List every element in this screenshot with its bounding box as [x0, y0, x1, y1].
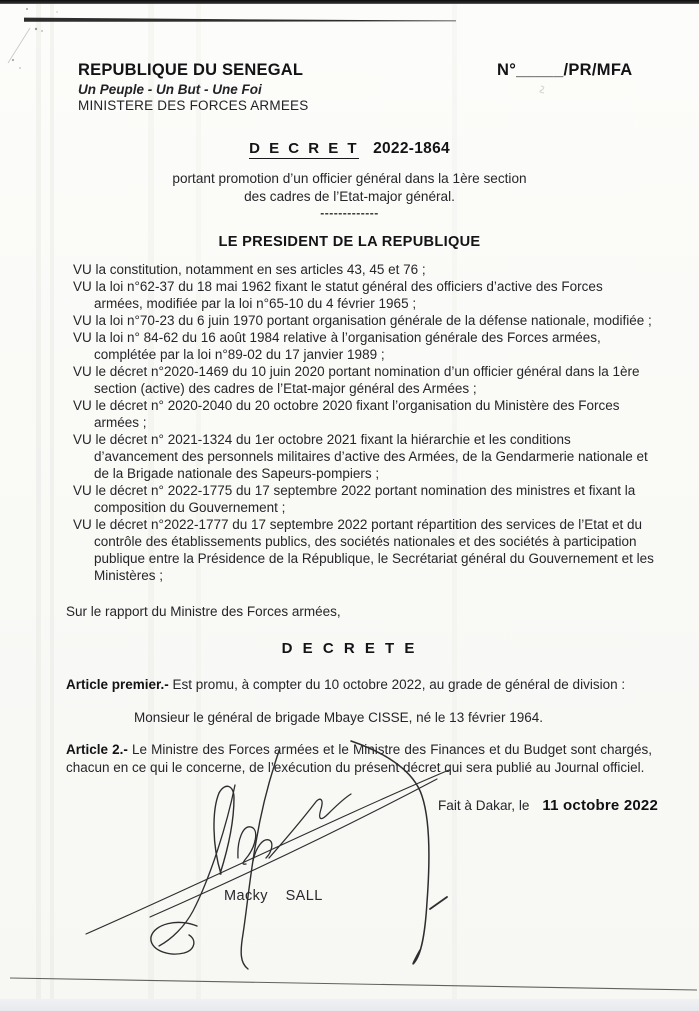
decree-word: D E C R E T [249, 140, 360, 157]
decree-subject-line1: portant promotion d’un officier général dans la 1ère section [172, 171, 527, 186]
visa-item: VU le décret n° 2020-2040 du 20 octobre 2020 fixant l’organisation du Ministère des Forces armées ; [73, 398, 620, 430]
decree-number: 2022-1864 [373, 140, 450, 157]
republic-title: REPUBLIQUE DU SENEGAL [78, 61, 304, 79]
scan-line-artifact [24, 18, 456, 22]
article-1-label: Article premier.- [66, 677, 169, 692]
motto: Un Peuple - Un But - Une Foi [78, 82, 262, 97]
visa-item: VU la loi n°62-37 du 18 mai 1962 fixant le statut général des officiers d’active des Forces armées, modifiée par la loi n°65-10 du 4 février 1965 ; [73, 279, 603, 311]
decree-subject-line2: des cadres de l’Etat-major général. [244, 188, 455, 204]
scratch-artifact [8, 28, 30, 63]
reference-number: N°_____/PR/MFA [497, 61, 633, 79]
place-date-line [438, 797, 658, 814]
signer-name: Macky SALL [224, 888, 323, 904]
decrete-heading: D E C R E T E [281, 640, 418, 657]
authority-heading: LE PRESIDENT DE LA REPUBLIQUE [218, 234, 481, 250]
decree-subject [0, 170, 699, 223]
visa-list [73, 261, 655, 584]
visa-item: VU la loi n°70-23 du 6 juin 1970 portant organisation générale de la défense nationale, modifiée ; [73, 313, 652, 328]
promotion-line: Monsieur le général de brigade Mbaye CISSE, né le 13 février 1964. [134, 710, 543, 725]
smudge-artifact [540, 86, 544, 93]
article-1-text: Est promu, à compter du 10 octobre 2022, au grade de général de division : [168, 677, 626, 692]
scan-bottom-edge [0, 999, 699, 1011]
scan-top-edge [0, 0, 699, 4]
visa-item: VU le décret n°2020-1469 du 10 juin 2020 portant nomination d’un officier général dans la 1ère section (active) des cadres de l’Etat-major général des Armées ; [73, 364, 640, 396]
visa-item: VU le décret n° 2022-1775 du 17 septembre 2022 portant nomination des ministres et fixant la composition du Gouvernement ; [73, 483, 636, 515]
visa-item: VU la constitution, notamment en ses articles 43, 45 et 76 ; [73, 262, 426, 277]
separator-dashes: ------------- [320, 206, 379, 220]
date-value: 11 octobre 2022 [542, 797, 658, 814]
header-left [78, 60, 308, 114]
place-label: Fait à Dakar, le [438, 798, 530, 813]
visa-item: VU la loi n° 84-62 du 16 août 1984 relative à l’organisation générale des Forces armées, complétée par la loi n°89-02 du 17 janvier 1989 ; [73, 330, 601, 362]
report-line: Sur le rapport du Ministre des Forces armées, [66, 604, 341, 619]
visa-item: VU le décret n° 2021-1324 du 1er octobre 2021 fixant la hiérarchie et les conditions d’avancement des personnels militaires d’active des Armées, de la Gendarmerie nationale et de la Brigade nationale des Sapeurs-pompiers ; [73, 432, 648, 481]
article-1 [66, 676, 668, 693]
article-2 [66, 741, 652, 776]
visa-item: VU le décret n°2022-1777 du 17 septembre 2022 portant répartition des services de l’Etat et du contrôle des établissements publics, des sociétés nationales et des sociétés à participation publique entre la Présidence de la République, le Secrétariat général du Gouvernement et les Ministères ; [73, 517, 654, 583]
article-2-text: Le Ministre des Forces armées et le Ministre des Finances et du Budget sont chargés, chacun en ce qui le concerne, de l’exécution du présent décret qui sera publié au Journal officiel. [66, 742, 652, 775]
article-2-label: Article 2.- [66, 742, 128, 757]
ministry-name: MINISTERE DES FORCES ARMEES [78, 98, 309, 113]
scan-line-bottom [10, 978, 697, 990]
decree-title [0, 140, 699, 158]
